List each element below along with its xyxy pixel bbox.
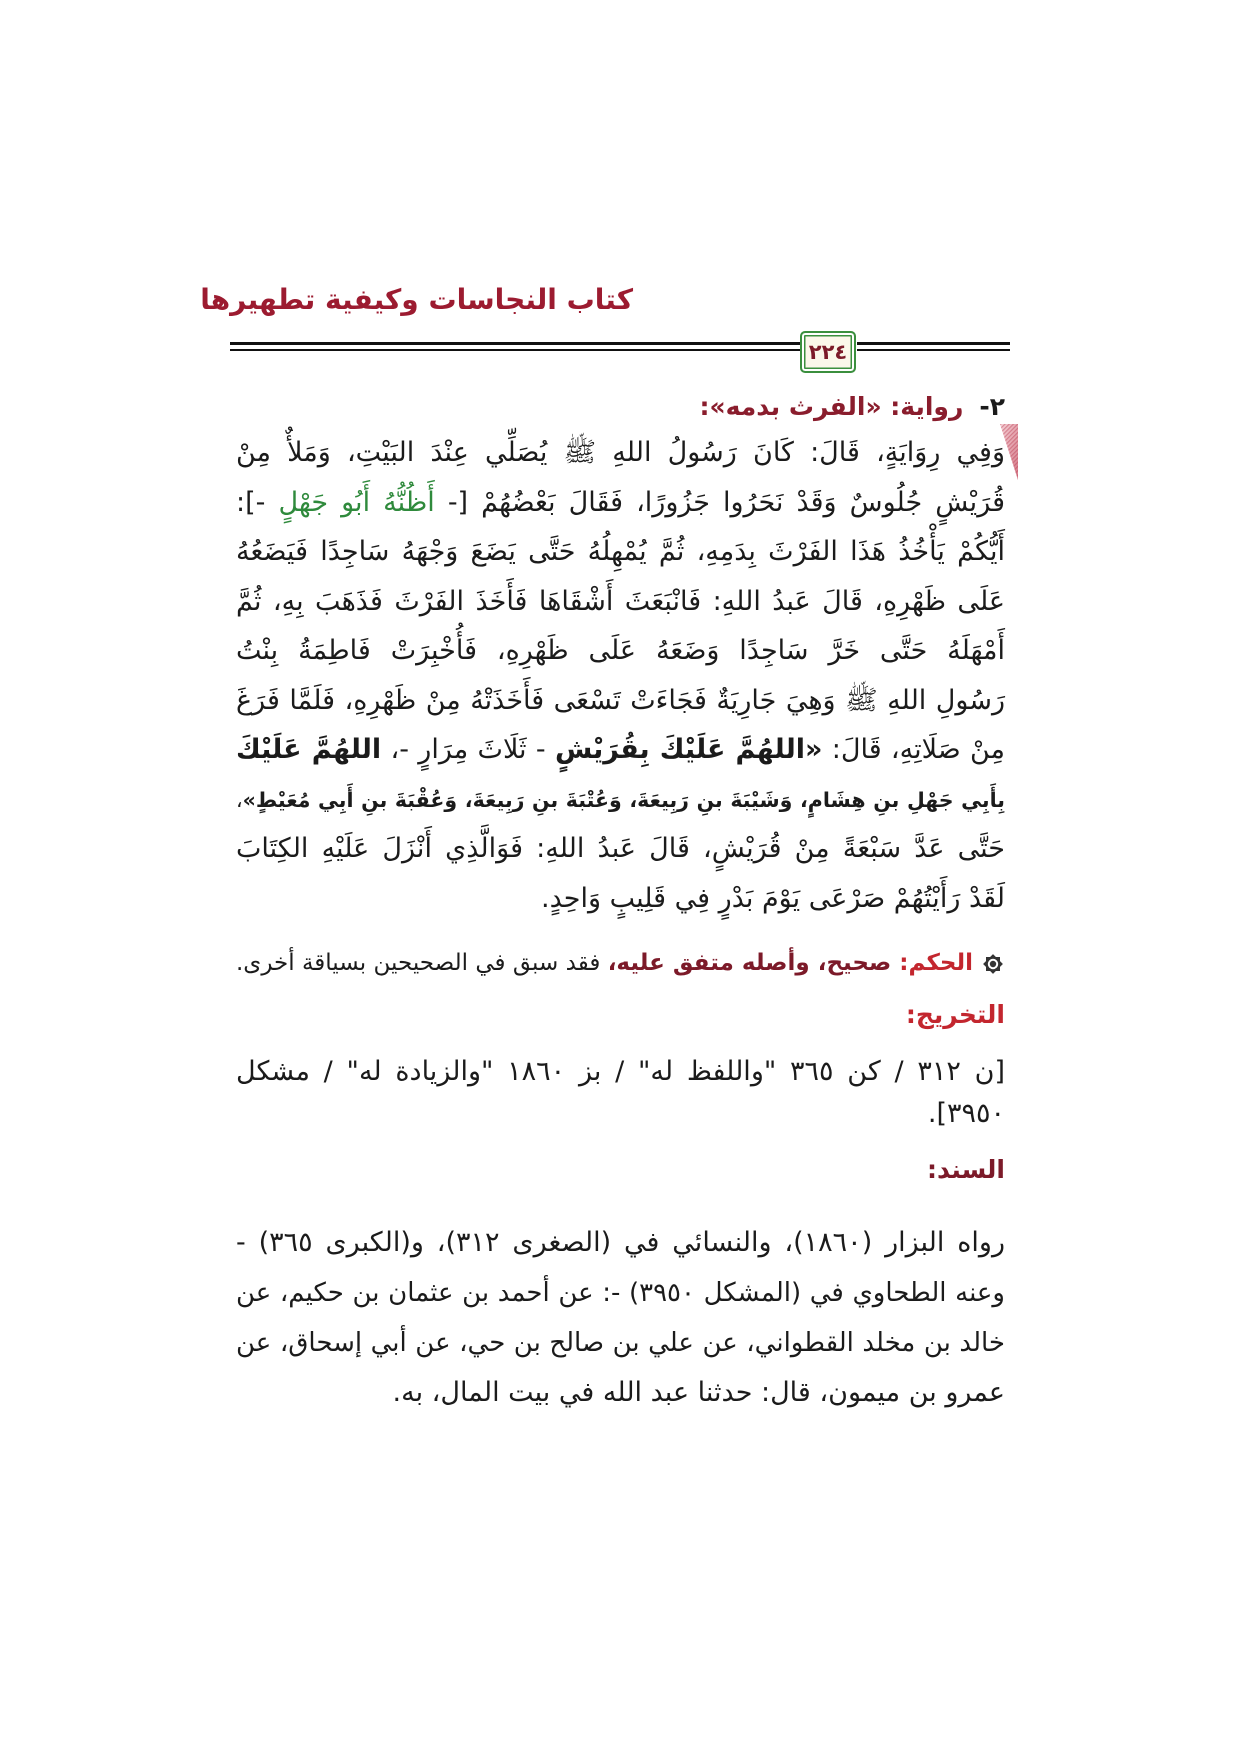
takhrij-line-last (236, 1089, 1005, 1139)
hadith-text: عَلَى ظَهْرِهِ، قَالَ عَبدُ اللهِ: فَانْبَعَثَ أَشْقَاهَا فَأَخَذَ الفَرْثَ فَذَهَبَ بِهِ، ثُمَّ (236, 586, 1005, 617)
ruling-note: فقد سبق في الصحيحين بسياقة أخرى. (236, 950, 608, 976)
sanad-text: عمرو بن ميمون، قال: حدثنا عبد الله في بيت المال، به. (392, 1377, 1005, 1408)
prophetic-supplication: بِأَبِي جَهْلِ بنِ هِشَامٍ، وَشَيْبَةَ بنِ رَبِيعَةَ، وَعُتْبَةَ بنِ رَبِيعَةَ، وَعُقْبَةَ بنِ أَبِي مُعَيْطٍ» (242, 788, 1005, 812)
rosette-icon (981, 952, 1005, 976)
sanad-line-last (236, 1368, 1005, 1418)
section-heading (236, 382, 1005, 432)
hadith-text: أَمْهَلَهُ حَتَّى خَرَّ سَاجِدًا وَضَعَهُ عَلَى ظَهْرِهِ، فَأُخْبِرَتْ فَاطِمَةُ بِنْتُ (236, 635, 1005, 666)
hadith-text: - ثَلَاثَ مِرَارٍ -، (381, 734, 555, 765)
narrator-doubt-note: أَظُنُّهُ أَبُو جَهْلٍ (278, 487, 435, 518)
hadith-text: حَتَّى عَدَّ سَبْعَةً مِنْ قُرَيْشٍ، قَالَ عَبدُ اللهِ: فَوَالَّذِي أَنْزَلَ عَلَيْهِ الكِتَابَ (236, 833, 1005, 864)
hadith-line (236, 428, 1005, 478)
hadith-text: قُرَيْشٍ جُلُوسٌ وَقَدْ نَحَرُوا جَزُورًا، فَقَالَ بَعْضُهُمْ [- (434, 487, 1005, 518)
ruling-label: الحكم: (899, 950, 973, 976)
ruling-line (236, 938, 1005, 988)
sanad-text: خالد بن مخلد القطواني، عن علي بن صالح بن حي، عن أبي إسحاق، عن (236, 1328, 1005, 1358)
page-number: ٢٢٤ (808, 340, 848, 364)
ruling-verdict: صحيح، وأصله متفق عليه، (607, 950, 900, 976)
section-title: رواية: «الفرث بدمه»: (699, 392, 964, 421)
hadith-text: ، (236, 788, 243, 812)
hadith-text: -]: (236, 487, 279, 518)
running-title: كتاب النجاسات وكيفية تطهيرها (200, 283, 633, 316)
hadith-text: لَقَدْ رَأَيْتُهُمْ صَرْعَى يَوْمَ بَدْرٍ فِي قَلِيبٍ وَاحِدٍ. (541, 883, 1005, 914)
hadith-line-last (236, 874, 1005, 924)
takhrij-text: [ن ٣١٢ / كن ٣٦٥ "واللفظ له" / بز ١٨٦٠ "والزيادة له" / مشكل (236, 1056, 1005, 1087)
header-rule-thick-right (857, 342, 1010, 345)
section-number: ٢- (979, 392, 1005, 421)
sanad-label: السند: (926, 1155, 1005, 1184)
hadith-line (236, 577, 1005, 627)
hadith-text: وَفِي رِوَايَةٍ، قَالَ: كَانَ رَسُولُ اللهِ ﷺ يُصَلِّي عِنْدَ البَيْتِ، وَمَلأٌ مِنْ (236, 437, 1005, 468)
header-rule-thin (230, 349, 800, 351)
sanad-heading (236, 1145, 1005, 1195)
sanad-line (236, 1218, 1005, 1268)
hadith-line (236, 676, 1005, 726)
takhrij-text: ٣٩٥٠]. (927, 1098, 1005, 1129)
page-number-badge (800, 331, 856, 373)
hadith-text: مِنْ صَلَاتِهِ، قَالَ: (822, 734, 1006, 765)
prophetic-supplication: «اللهُمَّ عَلَيْكَ بِقُرَيْشٍ (554, 734, 823, 765)
sanad-text: رواه البزار (١٨٦٠)، والنسائي في (الصغرى ٣١٢)، و(الكبرى ٣٦٥) - (236, 1227, 1005, 1258)
header-rule-thick (230, 342, 800, 345)
hadith-text: رَسُولِ اللهِ ﷺ وَهِيَ جَارِيَةٌ فَجَاءَتْ تَسْعَى فَأَخَذَتْهُ مِنْ ظَهْرِهِ، فَلَمَّا فَرَغَ (236, 685, 1005, 716)
hadith-line (236, 775, 1005, 825)
header-rule-thin-right (857, 349, 1010, 351)
sanad-line (236, 1268, 1005, 1318)
hadith-line (236, 725, 1005, 775)
sanad-text: وعنه الطحاوي في (المشكل ٣٩٥٠) -: عن أحمد بن عثمان بن حكيم، عن (236, 1278, 1005, 1308)
takhrij-label: التخريج: (905, 1000, 1005, 1029)
sanad-line (236, 1318, 1005, 1368)
hadith-line (236, 478, 1005, 528)
prophetic-supplication: اللهُمَّ عَلَيْكَ (236, 734, 382, 765)
hadith-line (236, 824, 1005, 874)
hadith-line (236, 527, 1005, 577)
hadith-line (236, 626, 1005, 676)
takhrij-heading (236, 990, 1005, 1040)
hadith-text: أَيُّكُمْ يَأْخُذُ هَذَا الفَرْثَ بِدَمِهِ، ثُمَّ يُمْهِلُهُ حَتَّى يَضَعَ وَجْهَهُ سَاجِدًا فَيَضَعُهُ (236, 536, 1005, 567)
